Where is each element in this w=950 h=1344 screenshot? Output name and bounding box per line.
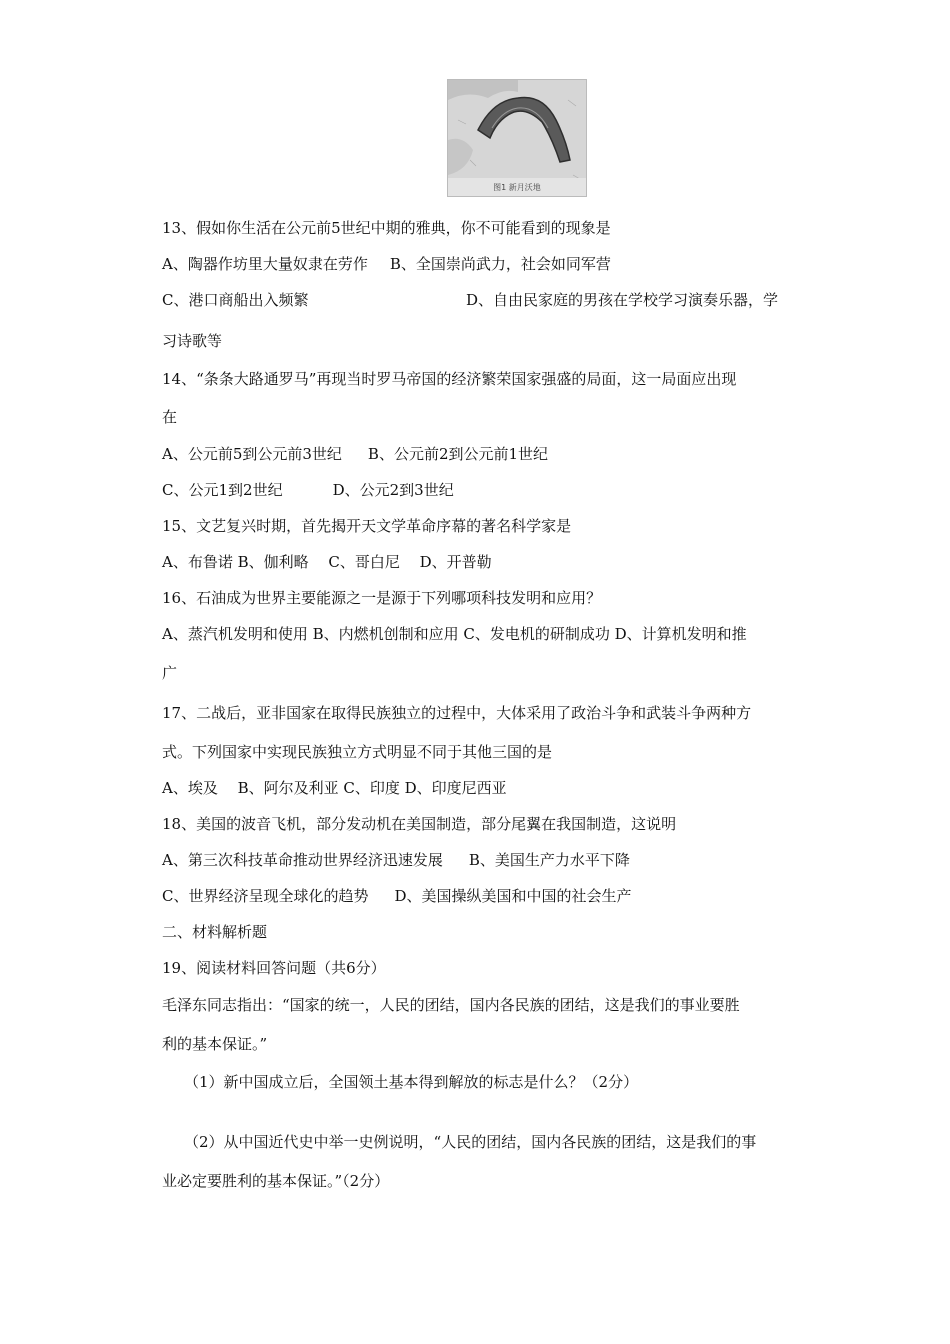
option-a: A、第三次科技革命推动世界经济迅速发展 <box>162 851 443 869</box>
option-b: B、全国崇尚武力，社会如同军营 <box>389 255 611 273</box>
question-19-sub-2-cont: 业必定要胜利的基本保证。”（2分） <box>162 1172 390 1190</box>
question-16-options-cont: 广 <box>162 664 178 682</box>
question-19-sub-2: （2）从中国近代史中举一史例说明，“人民的团结，国内各民族的团结，这是我们的事 <box>184 1133 757 1151</box>
question-14-options-cd <box>162 480 454 500</box>
figure-caption: 图1 新月沃地 <box>493 183 541 192</box>
question-16-stem: 16、石油成为世界主要能源之一是源于下列哪项科技发明和应用？ <box>162 589 602 607</box>
question-14-stem-cont: 在 <box>162 408 178 426</box>
material-text-cont: 利的基本保证。” <box>162 1035 268 1053</box>
option-d: D、美国操纵美国和中国的社会生产 <box>394 887 632 905</box>
option-b: B、美国生产力水平下降 <box>468 851 630 869</box>
question-15-options: A、布鲁诺 B、伽利略 C、哥白尼 D、开普勒 <box>162 553 492 571</box>
question-19-sub-1: （1）新中国成立后，全国领土基本得到解放的标志是什么？（2分） <box>184 1073 639 1091</box>
question-18-options-cd <box>162 886 632 906</box>
question-13-option-d-cont: 习诗歌等 <box>162 332 223 350</box>
option-d: D、公元2到3世纪 <box>332 481 454 499</box>
material-text: 毛泽东同志指出：“国家的统一，人民的团结，国内各民族的团结，这是我们的事业要胜 <box>162 996 740 1014</box>
map-image <box>448 80 586 196</box>
question-17-options: A、埃及 B、阿尔及利亚 C、印度 D、印度尼西亚 <box>162 779 507 797</box>
question-13-option-d: D、自由民家庭的男孩在学校学习演奏乐器，学 <box>466 291 779 309</box>
question-16-options: A、蒸汽机发明和使用 B、内燃机创制和应用 C、发电机的研制成功 D、计算机发明和推 <box>162 625 747 643</box>
option-a: A、陶器作坊里大量奴隶在劳作 <box>162 255 368 273</box>
option-c: C、公元1到2世纪 <box>162 481 283 499</box>
question-14-stem: 14、“条条大路通罗马”再现当时罗马帝国的经济繁荣国家强盛的局面，这一局面应出现 <box>162 370 737 388</box>
question-17-stem: 17、二战后，亚非国家在取得民族独立的过程中，大体采用了政治斗争和武装斗争两种方 <box>162 704 752 722</box>
option-b: B、公元前2到公元前1世纪 <box>367 445 549 463</box>
question-13-option-c: C、港口商船出入频繁 <box>162 291 309 309</box>
option-a: A、公元前5到公元前3世纪 <box>162 445 342 463</box>
question-13-options-ab <box>162 254 611 274</box>
option-c: C、世界经济呈现全球化的趋势 <box>162 887 369 905</box>
question-18-stem: 18、美国的波音飞机，部分发动机在美国制造，部分尾翼在我国制造，这说明 <box>162 815 677 833</box>
section-2-title: 二、材料解析题 <box>162 923 268 941</box>
question-17-stem-cont: 式。下列国家中实现民族独立方式明显不同于其他三国的是 <box>162 743 553 761</box>
question-13-stem: 13、假如你生活在公元前5世纪中期的雅典，你不可能看到的现象是 <box>162 219 611 237</box>
question-19-stem: 19、阅读材料回答问题（共6分） <box>162 959 386 977</box>
fertile-crescent-map <box>447 79 587 197</box>
question-14-options-ab <box>162 444 548 464</box>
question-15-stem: 15、文艺复兴时期，首先揭开天文学革命序幕的著名科学家是 <box>162 517 572 535</box>
question-18-options-ab <box>162 850 630 870</box>
